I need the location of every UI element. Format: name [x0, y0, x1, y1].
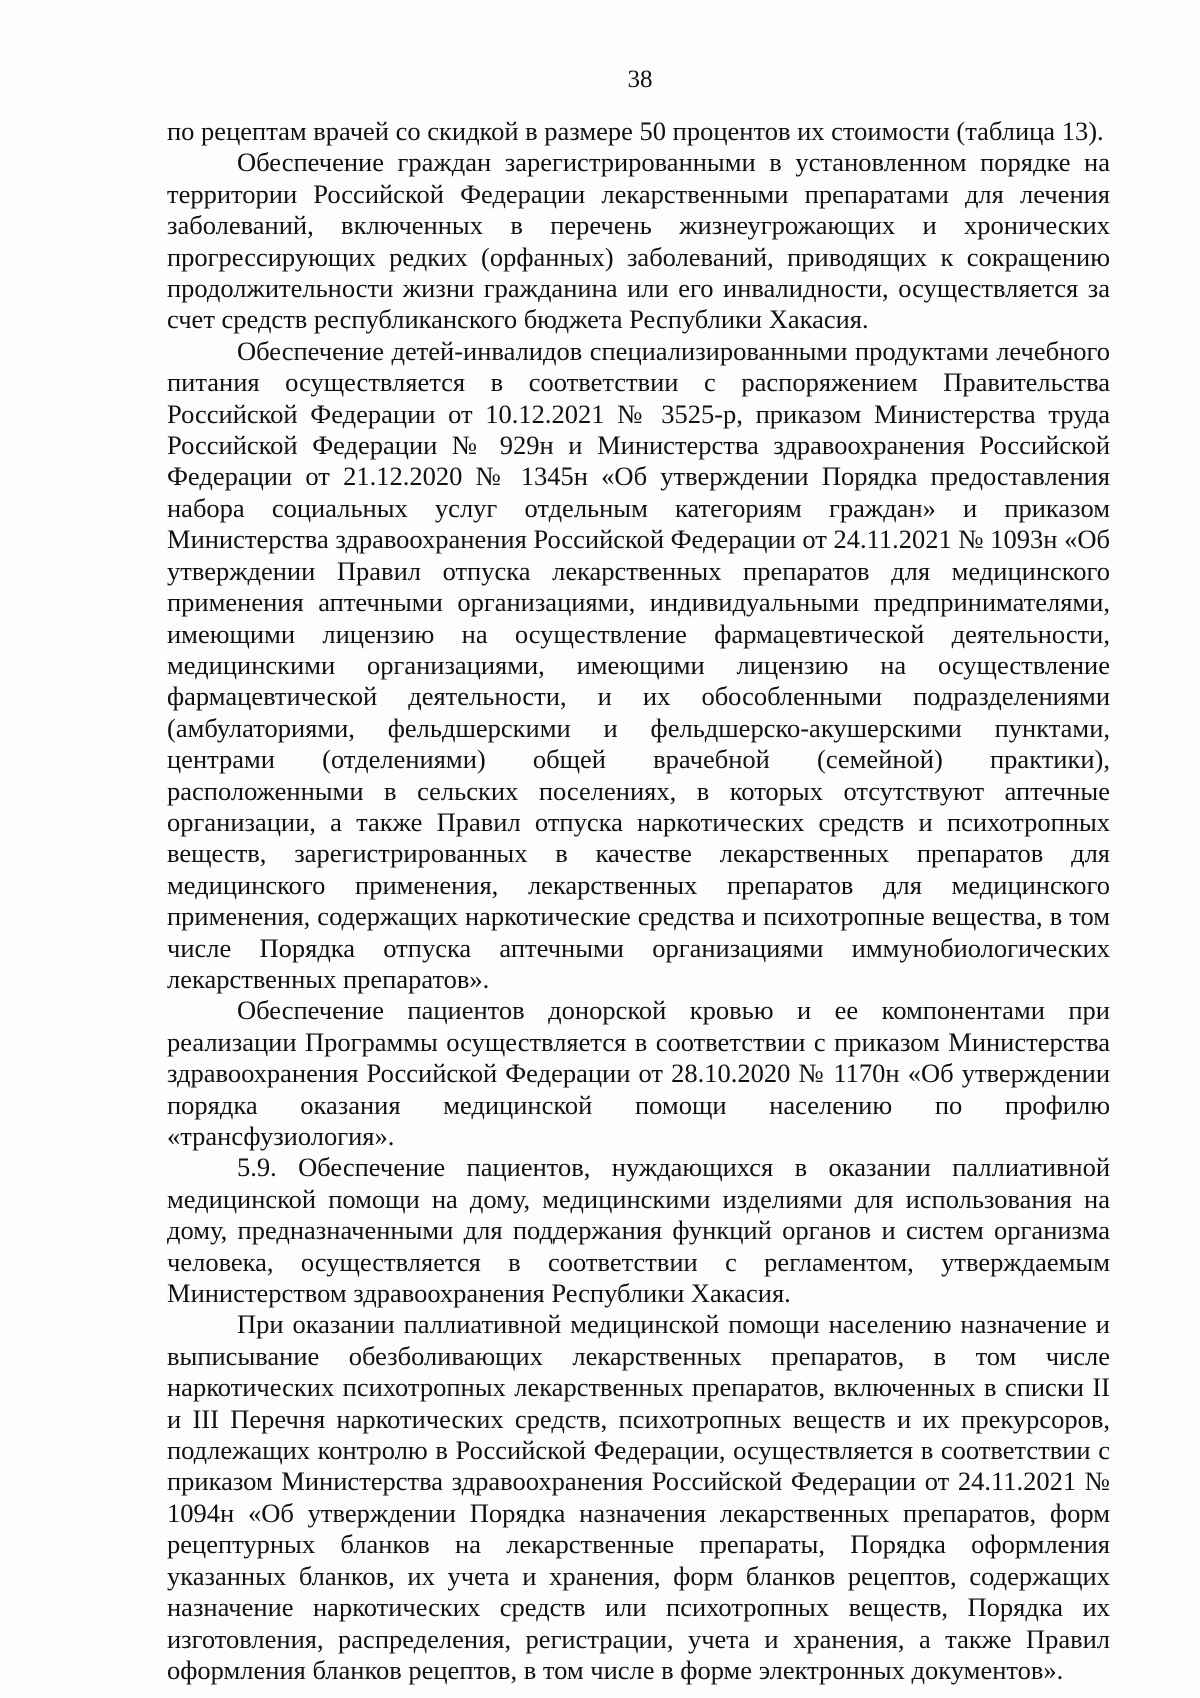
paragraph: Обеспечение граждан зарегистрированными в установленном порядке на территории Российской Федерации лекарственными препаратами для лечения заболеваний, включенных в перечень жизнеугрожающих и хронических прогрессирующих редких (орфанных) заболеваний, приводящих к сокращению продолжительности жизни гражданина или его инвалидности, осуществляется за счет средств республиканского бюджета Республики Хакасия.: [167, 147, 1110, 335]
paragraph: При оказании паллиативной медицинской помощи населению назначение и выписывание обезболивающих лекарственных препаратов, в том числе наркотических психотропных лекарственных препаратов, включенных в списки II и III Перечня наркотических средств, психотропных веществ и их прекурсоров, подлежащих контролю в Российской Федерации, осуществляется в соответствии с приказом Министерства здравоохранения Российской Федерации от 24.11.2021 № 1094н «Об утверждении Порядка назначения лекарственных препаратов, форм рецептурных бланков на лекарственные препараты, Порядка оформления указанных бланков, их учета и хранения, форм бланков рецептов, содержащих назначение наркотических средств или психотропных веществ, Порядка их изготовления, распределения, регистрации, учета и хранения, а также Правил оформления бланков рецептов, в том числе в форме электронных документов».: [167, 1309, 1110, 1685]
page-number: 38: [627, 66, 653, 93]
paragraph: по рецептам врачей со скидкой в размере 50 процентов их стоимости (таблица 13).: [167, 116, 1104, 146]
paragraph: Обеспечение пациентов донорской кровью и ее компонентами при реализации Программы осуществляется в соответствии с приказом Министерства здравоохранения Российской Федерации от 28.10.2020 № 1170н «Об утверждении порядка оказания медицинской помощи населению по профилю «трансфузиология».: [167, 995, 1110, 1151]
paragraph: Обеспечение детей-инвалидов специализированными продуктами лечебного питания осуществляется в соответствии с распоряжением Правительства Российской Федерации от 10.12.2021 № 3525-р, приказом Министерства труда Российской Федерации № 929н и Министерства здравоохранения Российской Федерации от 21.12.2020 № 1345н «Об утверждении Порядка предоставления набора социальных услуг отдельным категориям граждан» и приказом Министерства здравоохранения Российской Федерации от 24.11.2021 № 1093н «Об утверждении Правил отпуска лекарственных препаратов для медицинского применения аптечными организациями, индивидуальными предпринимателями, имеющими лицензию на осуществление фармацевтической деятельности, медицинскими организациями, имеющими лицензию на осуществление фармацевтической деятельности, и их обособленными подразделениями (амбулаториями, фельдшерскими и фельдшерско-акушерскими пунктами, центрами (отделениями) общей врачебной (семейной) практики), расположенными в сельских поселениях, в которых отсутствуют аптечные организации, а также Правил отпуска наркотических средств и психотропных веществ, зарегистрированных в качестве лекарственных препаратов для медицинского применения, лекарственных препаратов для медицинского применения, содержащих наркотические средства и психотропные вещества, в том числе Порядка отпуска аптечными организациями иммунобиологических лекарственных препаратов».: [167, 335, 1110, 994]
document-body: [167, 116, 1110, 1686]
paragraph: 5.9. Обеспечение пациентов, нуждающихся в оказании паллиативной медицинской помощи на дому, медицинскими изделиями для использования на дому, предназначенными для поддержания функций органов и систем организма человека, осуществляется в соответствии с регламентом, утверждаемым Министерством здравоохранения Республики Хакасия.: [167, 1152, 1110, 1309]
